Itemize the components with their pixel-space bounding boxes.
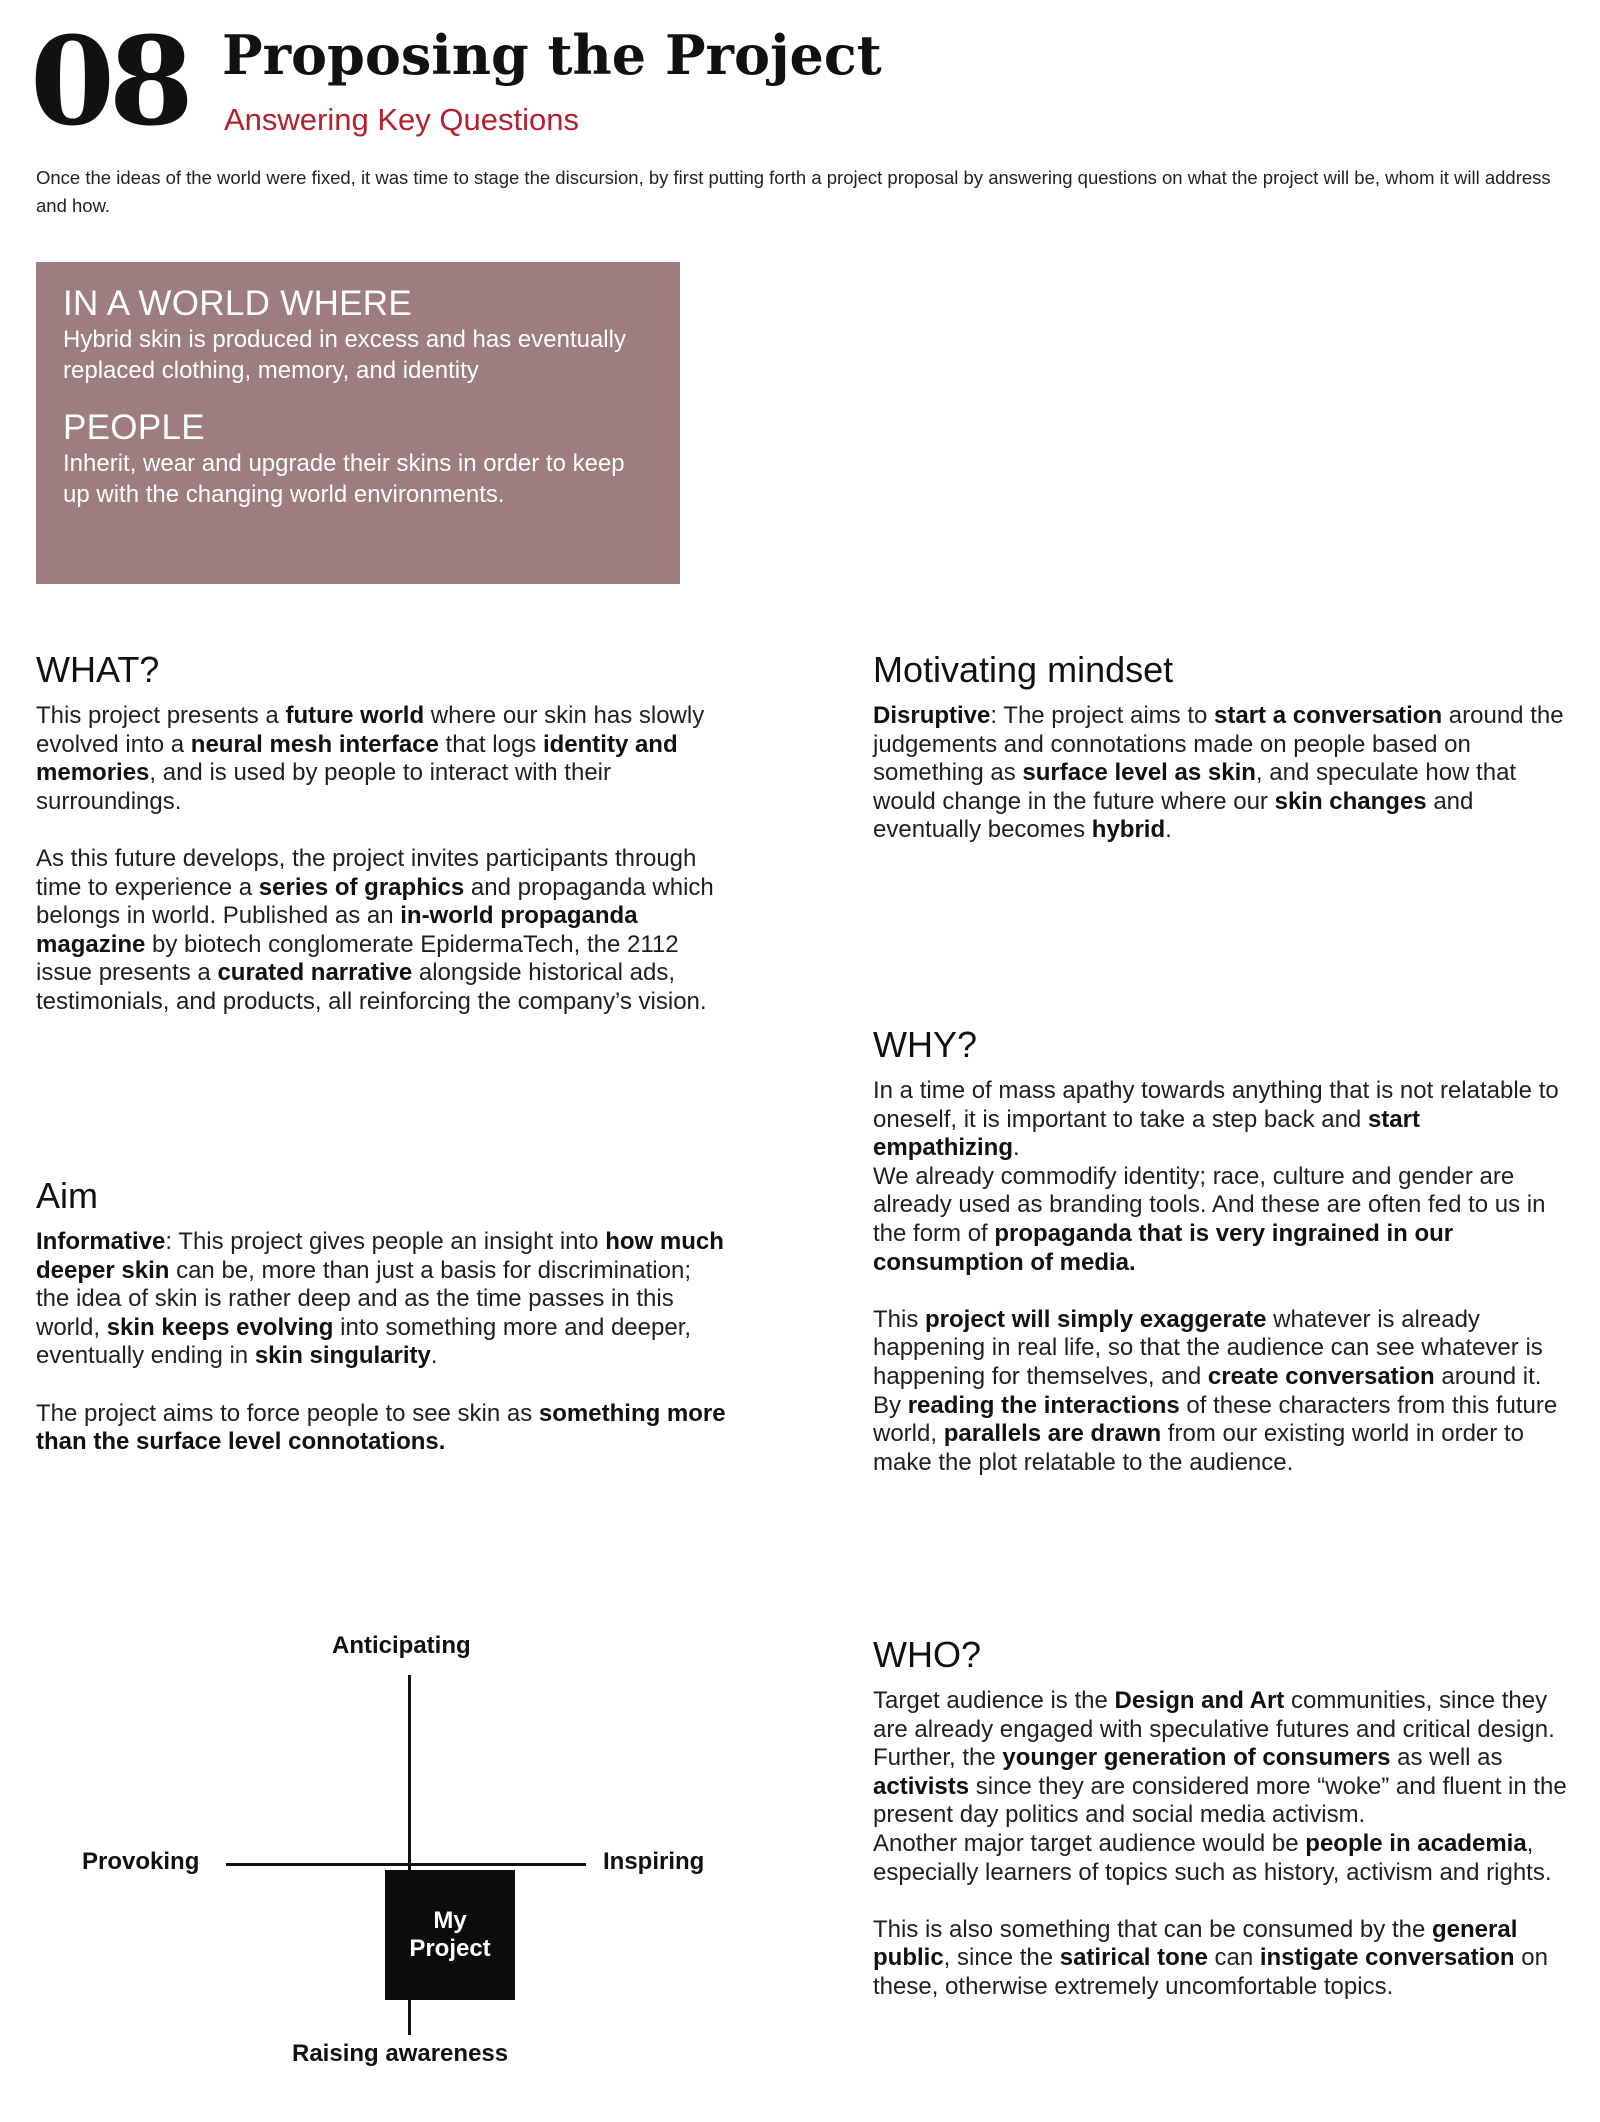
text-run: This project presents a [36,702,286,729]
bold-phrase: something more than the surface level connotations. [36,1399,726,1456]
text-run: , and is used by people to interact with their surroundings. [36,759,611,815]
text-run: and eventually becomes [873,787,1474,844]
axis-label-right: Inspiring [603,1848,705,1875]
text-run: that logs [438,730,543,758]
text-run: , especially learners of topics such as history, activism and rights. [873,1829,1552,1886]
section-number: 08 [30,9,188,153]
why-heading: WHY? [873,1024,978,1065]
bold-phrase: people in academia [1305,1829,1527,1857]
text-run: around the judgements and connotations made on people based on something as [873,702,1564,787]
what-heading: WHAT? [36,649,160,690]
bold-phrase: skin singularity [254,1342,431,1370]
why-section [873,1025,1573,1477]
bold-phrase: curated narrative [217,959,413,987]
why-paragraph-1 [873,1077,1573,1163]
text-run: Target audience is the [873,1687,1115,1714]
bold-phrase: hybrid [1091,816,1166,844]
text-run: This [873,1305,926,1333]
who-paragraph-1 [873,1687,1573,1830]
bold-phrase: neural mesh interface [190,730,439,758]
axis-label-left: Provoking [82,1848,200,1875]
bold-phrase: activists [873,1772,970,1800]
page-subtitle: Answering Key Questions [224,102,579,137]
why-paragraph-1b [873,1163,1573,1277]
text-run: In a time of mass apathy towards anything that is not relatable to oneself, it is important to take a step back and [873,1077,1559,1133]
horizontal-axis [226,1863,586,1866]
text-run: We already commodify identity; race, culture and gender are already used as branding tools. And these are often fed to us in the form of [873,1162,1546,1247]
text-run: where our skin has slowly evolved into a [36,702,705,758]
bold-phrase: propaganda that is very ingrained in our consumption of media. [873,1219,1454,1276]
bold-phrase: skin changes [1274,787,1427,815]
text-run: can [1207,1944,1260,1972]
bold-phrase: series of graphics [258,873,465,901]
bold-phrase: project will simply exaggerate [925,1305,1267,1333]
bold-phrase: how much deeper skin [36,1228,724,1284]
bold-phrase: younger generation of consumers [1002,1744,1391,1772]
bold-phrase: Disruptive [873,702,991,729]
page-title: Proposing the Project [222,23,882,87]
mindset-paragraph [873,702,1573,845]
text-run: . [1165,816,1172,844]
bold-phrase: in-world propaganda magazine [36,902,638,958]
text-run: This is also something that can be consumed by the [873,1915,1432,1943]
text-run: : The project aims to [990,702,1215,729]
aim-section [36,1176,726,1457]
premise-box [36,262,680,584]
people-heading: PEOPLE [63,408,205,447]
bold-phrase: skin keeps evolving [106,1313,334,1341]
text-run: around it. By [873,1362,1542,1419]
who-section [873,1635,1573,2002]
bold-phrase: parallels are drawn [943,1420,1162,1448]
intro-text: Once the ideas of the world were fixed, it was time to stage the discursion, by first putting forth a project proposal by answering questions on what the project will be, whom it will address and how. [36,167,1551,216]
bold-phrase: reading the interactions [907,1391,1180,1419]
bold-phrase: Informative [36,1228,166,1255]
text-run: . [430,1342,438,1370]
bold-phrase: start a conversation [1214,702,1443,729]
mindset-section [873,650,1573,845]
text-run: , and speculate how that would change in the future where our [873,759,1517,815]
text-run: can be, more than just a basis for discrimination; the idea of skin is rather deep and as the time passes in this world, [36,1256,691,1341]
text-run: and propaganda which belongs in world. Published as an [36,873,714,930]
text-run: since they are considered more “woke” and fluent in the present day politics and social media activism. [873,1772,1567,1829]
text-run: The project aims to force people to see skin as [36,1399,539,1427]
axis-label-bottom: Raising awareness [292,2040,509,2067]
who-heading: WHO? [873,1634,981,1675]
text-run: Another major target audience would be [873,1829,1306,1857]
text-run: from our existing world in order to make the plot relatable to the audience. [873,1420,1524,1476]
bold-phrase: start empathizing [873,1105,1420,1162]
who-paragraph-2 [873,1916,1573,2002]
bold-phrase: create conversation [1207,1362,1435,1390]
text-run: as well as [1390,1744,1503,1772]
bold-phrase: satirical tone [1059,1944,1208,1972]
text-run: communities, since they are already engaged with speculative futures and critical design. Further, the [873,1687,1555,1772]
aim-heading: Aim [36,1175,98,1216]
text-run: , since the [943,1944,1060,1972]
world-heading: IN A WORLD WHERE [63,284,413,323]
text-run: whatever is already happening in real life, so that the audience can see whatever is happening for themselves, and [873,1305,1543,1390]
what-paragraph-1 [36,702,726,816]
bold-phrase: Design and Art [1114,1687,1285,1714]
text-run: As this future develops, the project invites participants through time to experience a [36,844,697,901]
text-run: into something more and deeper, eventually ending in [36,1313,692,1370]
mindset-heading: Motivating mindset [873,649,1174,690]
text-run: . [1013,1134,1020,1162]
bold-phrase: instigate conversation [1259,1944,1515,1972]
bold-phrase: general public [873,1915,1518,1972]
text-run: of these characters from this future world, [873,1391,1558,1448]
bold-phrase: surface level as skin [1022,759,1256,787]
text-run: by biotech conglomerate EpidermaTech, the 2112 issue presents a [36,930,679,987]
bold-phrase: future world [285,702,425,729]
aim-paragraph-1 [36,1228,726,1371]
world-text: Hybrid skin is produced in excess and has eventually replaced clothing, memory, and identity [63,326,626,384]
why-paragraph-2 [873,1306,1573,1478]
bold-phrase: identity and memories [36,730,678,787]
my-project-marker: My Project [385,1870,515,2000]
text-run: : This project gives people an insight into [165,1228,606,1255]
what-section [36,650,726,1017]
who-paragraph-1b [873,1830,1573,1887]
axis-label-top: Anticipating [332,1632,471,1659]
what-paragraph-2 [36,845,726,1017]
aim-paragraph-2 [36,1400,726,1457]
text-run: on these, otherwise extremely uncomfortable topics. [873,1944,1548,2000]
text-run: alongside historical ads, testimonials, and products, all reinforcing the company’s vision. [36,959,707,1015]
people-text: Inherit, wear and upgrade their skins in order to keep up with the changing world environments. [63,450,625,508]
